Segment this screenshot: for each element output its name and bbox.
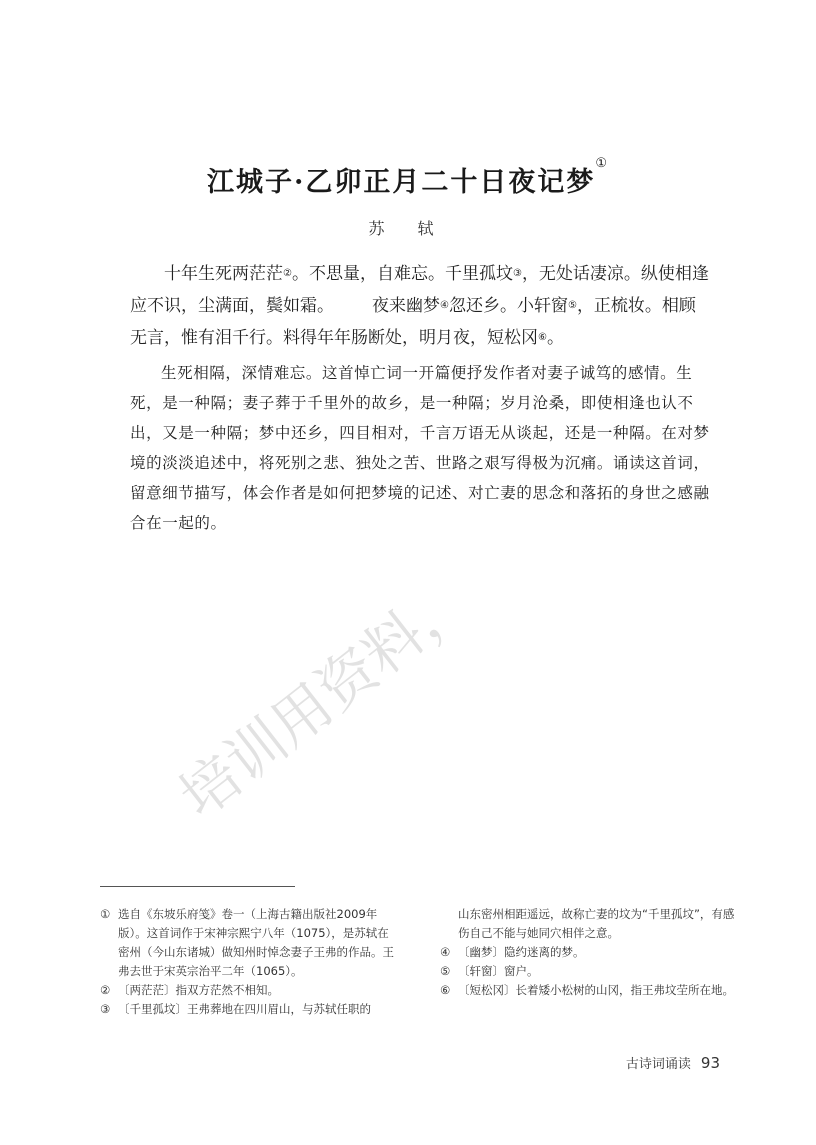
title-note-mark: ① bbox=[595, 156, 610, 171]
title-text: 江城子·乙卯正月二十日夜记梦 bbox=[206, 167, 596, 198]
page-number: 93 bbox=[700, 1054, 720, 1072]
footnote-1: ① 选自《东坡乐府笺》卷一（上海古籍出版社2009年版）。这首词作于宋神宗熙宁八年（1075），是苏轼在密州（今山东诸城）做知州时悼念妻子王弗的作品。王弗去世于宋英宗治平二年（1065）。 bbox=[100, 907, 394, 978]
footnotes-left bbox=[100, 905, 400, 1019]
watermark-text: 培训用资料， bbox=[166, 563, 483, 832]
note-mark-4: ④ bbox=[440, 300, 449, 311]
section-name: 古诗词诵读 bbox=[625, 1057, 691, 1072]
footnote-5: ⑤ 〔轩窗〕窗户。 bbox=[440, 964, 539, 978]
poem-text: 十年生死两茫茫②。不思量，自难忘。千里孤坟③，无处话凄凉。纵使相逢应不识，尘满面，鬓如霜。 夜来幽梦④忽还乡。小轩窗⑤，正梳妆。相顾无言，惟有泪千行。料得年年肠断处，明月夜，短松冈⑥。 bbox=[130, 264, 709, 348]
footnote-3: ③ 〔千里孤坟〕王弗葬地在四川眉山，与苏轼任职的 bbox=[100, 1002, 371, 1016]
note-mark-5: ⑤ bbox=[567, 300, 577, 311]
author: 苏 轼 bbox=[368, 219, 448, 238]
footnotes-right bbox=[440, 905, 740, 1000]
watermark bbox=[160, 520, 680, 860]
note-mark-2: ② bbox=[283, 268, 292, 279]
intro-paragraph: 生死相隔，深情难忘。这首悼亡词一开篇便抒发作者对妻子诚笃的感情。生死，是一种隔；妻子葬于千里外的故乡，是一种隔；岁月沧桑，即使相逢也认不出，又是一种隔；梦中还乡，四目相对，千言万语无从谈起，还是一种隔。在对梦境的淡淡追述中，将死别之悲、独处之苦、世路之艰写得极为沉痛。诵读这首词，留意细节描写，体会作者是如何把梦境的记述、对亡妻的思念和落拓的身世之感融合在一起的。 bbox=[130, 364, 710, 532]
poem-body bbox=[130, 258, 710, 354]
page-title bbox=[0, 156, 816, 199]
footnote-3-continued: 山东密州相距遥远，故称亡妻的坟为“千里孤坟”，有感伤自己不能与她同穴相伴之意。 bbox=[458, 907, 735, 940]
footnote-divider bbox=[100, 886, 295, 887]
page-footer bbox=[626, 1053, 720, 1072]
note-mark-6: ⑥ bbox=[538, 332, 547, 343]
note-mark-3: ③ bbox=[512, 268, 522, 279]
footnote-6: ⑥ 〔短松冈〕长着矮小松树的山冈，指王弗坟茔所在地。 bbox=[440, 983, 734, 997]
footnote-2: ② 〔两茫茫〕指双方茫然不相知。 bbox=[100, 983, 279, 997]
footnote-4: ④ 〔幽梦〕隐约迷离的梦。 bbox=[440, 945, 585, 959]
